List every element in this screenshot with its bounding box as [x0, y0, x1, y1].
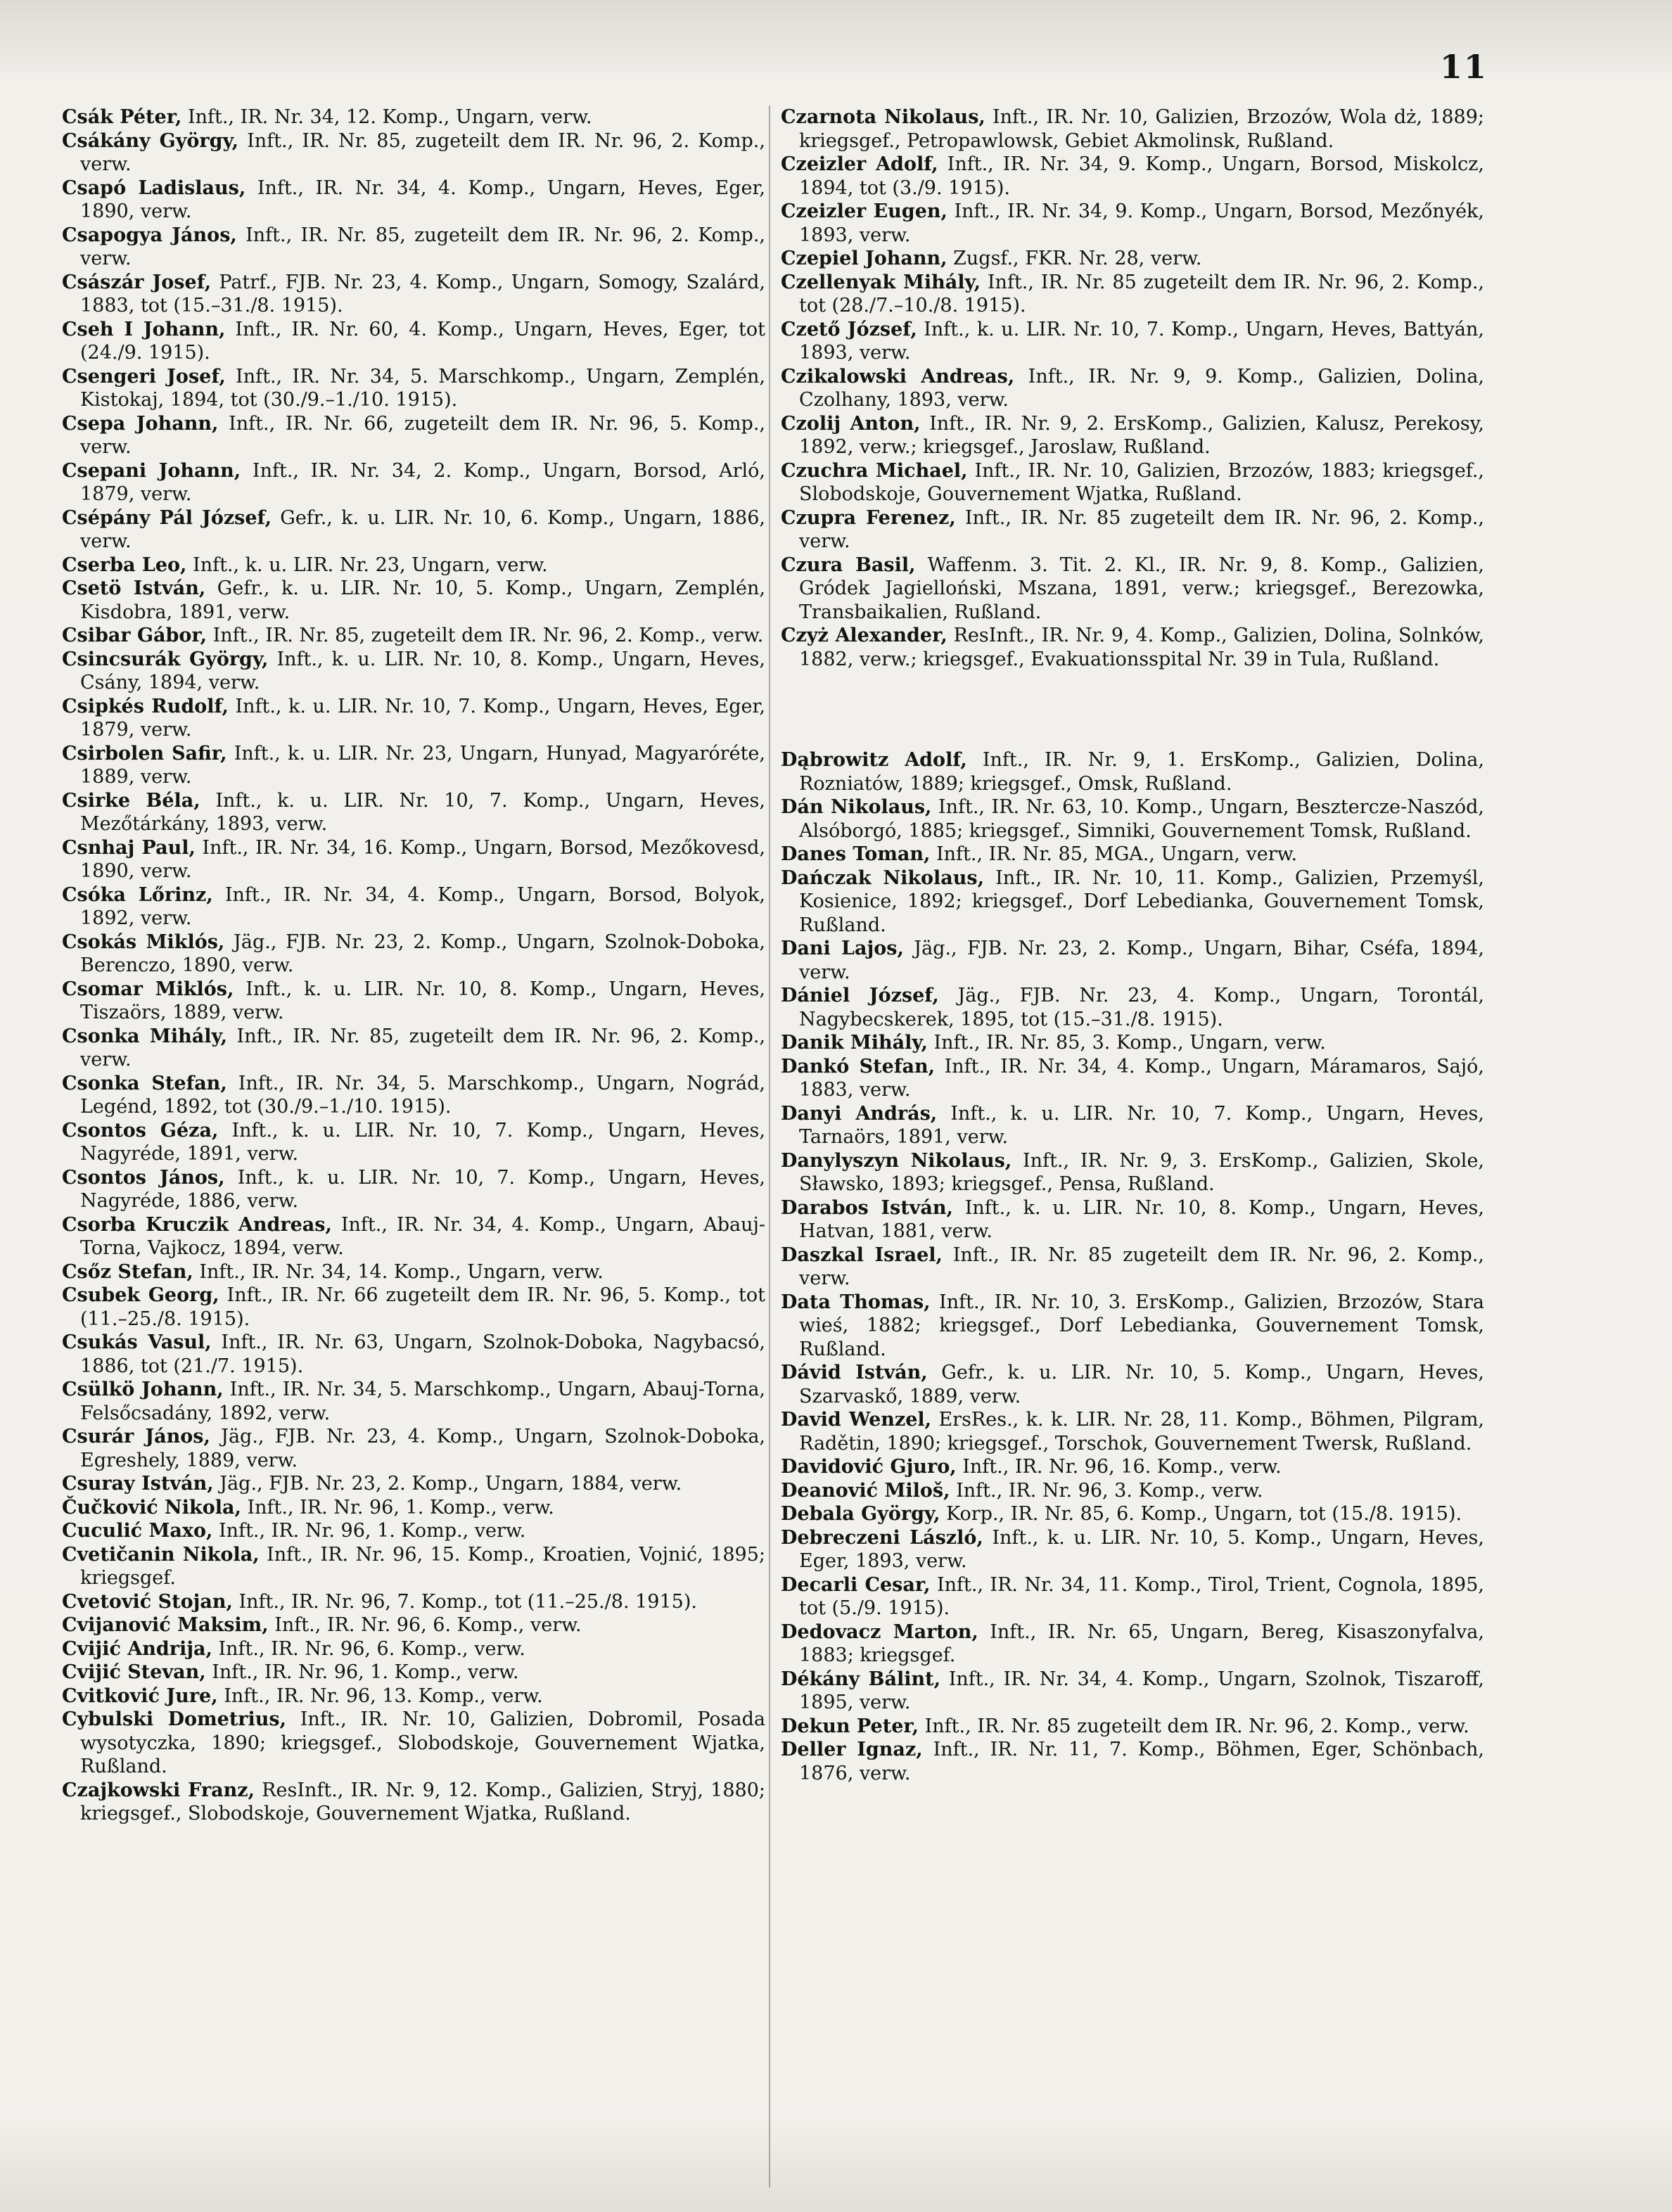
entry-details: Inft., IR. Nr. 63, Ungarn, Szolnok-Doboka, Nagybacsó, 1886, tot (21./7. 1915). [80, 1331, 765, 1377]
entry-name: Csonka Stefan, [62, 1072, 227, 1094]
list-item [781, 1196, 1484, 1244]
list-item [781, 867, 1484, 938]
list-item [781, 1244, 1484, 1291]
entry-name: Csubek Georg, [62, 1284, 219, 1306]
entry-details: Inft., k. u. LIR. Nr. 10, 7. Komp., Ungarn, Heves, Nagyréde, 1886, verw. [80, 1166, 766, 1212]
entry-details: Inft., IR. Nr. 9, 2. ErsKomp., Galizien, Kalusz, Perekosy, 1892, verw.; kriegsgef., Jaroslaw, Rußland. [799, 412, 1484, 458]
entry-name: Danylyszyn Nikolaus, [781, 1149, 1012, 1172]
column-divider [769, 106, 770, 2187]
entry-details: Inft., IR. Nr. 96, 1. Komp., verw. [212, 1520, 526, 1542]
entry-details: Inft., IR. Nr. 34, 4. Komp., Ungarn, Borsod, Bolyok, 1892, verw. [80, 883, 765, 929]
entry-details: Inft., k. u. LIR. Nr. 23, Ungarn, Hunyad, Magyaróréte, 1889, verw. [80, 742, 765, 788]
entry-details: Zugsf., FKR. Nr. 28, verw. [947, 248, 1202, 269]
entry-details: Inft., IR. Nr. 96, 6. Komp., verw. [268, 1614, 582, 1636]
list-item [62, 1213, 765, 1260]
entry-details: Inft., IR. Nr. 10, Galizien, Brzozów, 1883; kriegsgef., Slobodskoje, Gouvernement Wjatka, Rußland. [799, 459, 1485, 505]
entry-name: Czolij Anton, [781, 412, 921, 435]
entry-details: Inft., IR. Nr. 96, 1. Komp., verw. [241, 1496, 554, 1519]
entry-details: Inft., k. u. LIR. Nr. 10, 7. Komp., Ungarn, Heves, Tarnaörs, 1891, verw. [799, 1102, 1484, 1148]
entry-name: Csnhaj Paul, [62, 836, 196, 859]
entry-details: Inft., IR. Nr. 34, 2. Komp., Ungarn, Borsod, Arló, 1879, verw. [80, 459, 765, 505]
entry-name: Cserba Leo, [62, 554, 187, 576]
list-item [62, 1331, 765, 1378]
list-item [62, 648, 765, 695]
list-item [62, 1119, 765, 1166]
list-item [781, 1055, 1484, 1102]
entry-details: Jäg., FJB. Nr. 23, 2. Komp., Ungarn, 1884, verw. [213, 1473, 682, 1495]
list-item [781, 200, 1484, 247]
list-item [62, 1472, 765, 1496]
entry-details: Inft., IR. Nr. 34, 9. Komp., Ungarn, Borsod, Miskolcz, 1894, tot (3./9. 1915). [799, 153, 1485, 199]
entry-details: Inft., k. u. LIR. Nr. 10, 7. Komp., Ungarn, Heves, Eger, 1879, verw. [80, 695, 765, 741]
entry-details: Inft., IR. Nr. 63, 10. Komp., Ungarn, Besztercze-Naszód, Alsóborgó, 1885; kriegsgef., Simniki, Gouvernement Tomsk, Rußland. [799, 796, 1485, 842]
entry-details: Inft., IR. Nr. 10, 3. ErsKomp., Galizien, Brzozów, Stara wieś, 1882; kriegsgef., Dorf Lebedianka, Gouvernement Tomsk, Rußland. [799, 1291, 1484, 1360]
entry-name: Cvijanović Maksim, [62, 1614, 269, 1636]
entry-details: Inft., IR. Nr. 9, 3. ErsKomp., Galizien, Skole, Sławsko, 1893; kriegsgef., Pensa, Rußland. [799, 1149, 1484, 1195]
list-item [781, 1573, 1484, 1620]
list-item [781, 1455, 1484, 1479]
entry-name: Dániel József, [781, 985, 939, 1006]
entry-details: Inft., k. u. LIR. Nr. 10, 8. Komp., Ungarn, Heves, Hatvan, 1881, verw. [799, 1196, 1484, 1242]
list-item [62, 695, 765, 742]
list-item [781, 554, 1484, 625]
entry-details: Inft., IR. Nr. 60, 4. Komp., Ungarn, Heves, Eger, tot (24./9. 1915). [80, 318, 765, 364]
entry-name: Čučković Nikola, [62, 1496, 241, 1519]
entry-details: Gefr., k. u. LIR. Nr. 10, 6. Komp., Ungarn, 1886, verw. [80, 506, 765, 552]
entry-name: Csurár János, [62, 1426, 210, 1447]
list-item [62, 271, 765, 318]
entry-name: Dán Nikolaus, [781, 796, 932, 818]
entry-name: Csorba Kruczik Andreas, [62, 1213, 332, 1236]
list-item [781, 748, 1484, 795]
list-item [62, 1661, 765, 1684]
list-item [62, 318, 765, 365]
entry-name: Csepani Johann, [62, 459, 241, 482]
entry-name: Csokás Miklós, [62, 931, 225, 953]
entry-details: Inft., IR. Nr. 96, 6. Komp., verw. [212, 1637, 525, 1660]
entry-details: Inft., IR. Nr. 34, 4. Komp., Ungarn, Máramaros, Sajó, 1883, verw. [799, 1055, 1484, 1101]
list-item [62, 1284, 765, 1331]
entry-name: Czikalowski Andreas, [781, 365, 1015, 388]
entry-name: Csonka Mihály, [62, 1025, 227, 1047]
list-item [62, 1613, 765, 1637]
entry-name: Dąbrowitz Adolf, [781, 749, 967, 771]
list-item [62, 978, 765, 1025]
list-item [62, 1425, 765, 1472]
entry-details: Inft., IR. Nr. 66, zugeteilt dem IR. Nr. 96, 5. Komp., verw. [80, 412, 765, 458]
entry-name: Darabos István, [781, 1196, 953, 1219]
entry-details: Inft., IR. Nr. 85, zugeteilt dem IR. Nr. 96, 2. Komp., verw. [207, 625, 764, 646]
entry-details: Inft., IR. Nr. 96, 7. Komp., tot (11.–25./8. 1915). [232, 1590, 697, 1613]
list-item [62, 459, 765, 506]
entry-name: Czajkowski Franz, [62, 1779, 255, 1801]
list-item [62, 742, 765, 789]
list-item [62, 506, 765, 554]
entry-details: Patrf., FJB. Nr. 23, 4. Komp., Ungarn, Somogy, Szalárd, 1883, tot (15.–31./8. 1915). [80, 271, 765, 317]
entry-details: Inft., IR. Nr. 85, MGA., Ungarn, verw. [930, 843, 1298, 865]
entry-name: Csák Péter, [62, 106, 182, 128]
entry-name: Cvijić Andrija, [62, 1637, 212, 1660]
list-item [62, 1496, 765, 1520]
entry-details: Inft., k. u. LIR. Nr. 10, 7. Komp., Ungarn, Heves, Battyán, 1893, verw. [799, 318, 1484, 364]
entry-details: Inft., IR. Nr. 11, 7. Komp., Böhmen, Eger, Schönbach, 1876, verw. [799, 1739, 1484, 1784]
entry-name: Cvijić Stevan, [62, 1661, 206, 1683]
entry-details: Inft., k. u. LIR. Nr. 10, 7. Komp., Ungarn, Heves, Mezőtárkány, 1893, verw. [80, 789, 765, 835]
entry-details: Korp., IR. Nr. 85, 6. Komp., Ungarn, tot (15./8. 1915). [940, 1503, 1462, 1525]
entry-details: Inft., IR. Nr. 9, 1. ErsKomp., Galizien, Dolina, Rozniatów, 1889; kriegsgef., Omsk, Rußland. [799, 749, 1484, 795]
list-item [781, 153, 1484, 200]
list-item [781, 506, 1484, 554]
entry-details: Inft., IR. Nr. 10, 11. Komp., Galizien, Przemyśl, Kosienice, 1892; kriegsgef., Dorf Lebedianka, Gouvernement Tomsk, Rußland. [799, 867, 1484, 936]
list-item [781, 106, 1484, 153]
entry-name: Deller Ignaz, [781, 1739, 923, 1760]
list-item [781, 459, 1484, 506]
entry-name: Csirke Béla, [62, 789, 200, 812]
entry-details: Inft., IR. Nr. 85, zugeteilt dem IR. Nr. 96, 2. Komp., verw. [80, 224, 765, 269]
entry-details: Inft., IR. Nr. 85 zugeteilt dem IR. Nr. 96, 2. Komp., verw. [919, 1715, 1469, 1737]
entry-details: Inft., IR. Nr. 34, 9. Komp., Ungarn, Borsod, Mezőnyék, 1893, verw. [799, 200, 1484, 246]
list-item [781, 1715, 1484, 1739]
entry-name: Csülkö Johann, [62, 1379, 224, 1400]
entry-details: Inft., k. u. LIR. Nr. 10, 8. Komp., Ungarn, Heves, Tiszaörs, 1889, verw. [80, 978, 765, 1023]
list-item [781, 1668, 1484, 1715]
entry-name: Davidović Gjuro, [781, 1456, 957, 1478]
entry-details: Inft., IR. Nr. 96, 15. Komp., Kroatien, Vojnić, 1895; kriegsgef. [80, 1543, 765, 1589]
list-item [62, 789, 765, 836]
entry-name: Czura Basil, [781, 554, 916, 576]
list-item [62, 1378, 765, 1425]
list-item [62, 931, 765, 978]
entry-details: Inft., IR. Nr. 65, Ungarn, Bereg, Kisaszonyfalva, 1883; kriegsgef. [799, 1620, 1484, 1666]
entry-name: Császár Josef, [62, 271, 212, 293]
entry-details: Inft., IR. Nr. 10, Galizien, Dobromil, Posada wysotyczka, 1890; kriegsgef., Slobodskoje, Gouvernement Wjatka, Rußland. [80, 1708, 765, 1777]
entry-details: Inft., IR. Nr. 34, 12. Komp., Ungarn, verw. [181, 106, 592, 128]
entry-details: Inft., IR. Nr. 96, 3. Komp., verw. [950, 1479, 1263, 1502]
entry-name: Dedovacz Marton, [781, 1620, 978, 1643]
list-item [781, 1408, 1484, 1455]
entry-name: Csontos Géza, [62, 1119, 219, 1142]
list-item [62, 883, 765, 931]
entry-name: Decarli Cesar, [781, 1573, 931, 1596]
list-item [62, 1072, 765, 1119]
entry-details: Inft., k. u. LIR. Nr. 10, 8. Komp., Ungarn, Heves, Csány, 1894, verw. [80, 648, 765, 693]
entry-details: Inft., IR. Nr. 34, 5. Marschkomp., Ungarn, Abauj-Torna, Felsőcsadány, 1892, verw. [80, 1379, 766, 1424]
list-item [62, 1025, 765, 1072]
entry-details: Jäg., FJB. Nr. 23, 2. Komp., Ungarn, Szolnok-Doboka, Berenczo, 1890, verw. [80, 931, 765, 976]
entry-details: Inft., IR. Nr. 96, 13. Komp., verw. [217, 1684, 543, 1707]
entry-name: Danyi András, [781, 1102, 938, 1125]
entry-name: Deanović Miloš, [781, 1479, 950, 1502]
entry-name: Czeizler Adolf, [781, 153, 938, 175]
entry-name: Csontos János, [62, 1166, 225, 1189]
entry-name: Danes Toman, [781, 843, 931, 865]
entry-name: Csapó Ladislaus, [62, 177, 246, 199]
list-item [62, 1684, 765, 1708]
list-item [62, 412, 765, 459]
list-item [781, 1526, 1484, 1573]
list-item [781, 1738, 1484, 1785]
entry-name: Csuray István, [62, 1473, 214, 1495]
list-item [781, 1502, 1484, 1526]
entry-name: Csukás Vasul, [62, 1331, 212, 1353]
entry-details: Inft., IR. Nr. 85, 3. Komp., Ungarn, verw. [927, 1032, 1326, 1054]
entry-name: Danik Mihály, [781, 1032, 928, 1054]
entry-name: Csirbolen Safir, [62, 742, 227, 765]
entry-name: Data Thomas, [781, 1291, 931, 1313]
entry-details: Inft., IR. Nr. 85, zugeteilt dem IR. Nr. 96, 2. Komp., verw. [80, 129, 765, 175]
list-item [781, 1102, 1484, 1149]
entry-name: Dekun Peter, [781, 1715, 919, 1737]
entry-name: Czyż Alexander, [781, 625, 947, 646]
entry-name: Czellenyak Mihály, [781, 271, 981, 293]
entry-name: Dańczak Nikolaus, [781, 867, 985, 889]
entry-name: Dávid István, [781, 1362, 928, 1383]
entry-details: Inft., IR. Nr. 34, 14. Komp., Ungarn, verw. [193, 1260, 604, 1283]
entry-name: Dékány Bálint, [781, 1668, 940, 1690]
entry-details: Inft., IR. Nr. 85, zugeteilt dem IR. Nr. 96, 2. Komp., verw. [80, 1025, 765, 1070]
left-column [62, 106, 765, 2184]
list-item [62, 1637, 765, 1661]
list-item [62, 365, 765, 412]
list-item [781, 1361, 1484, 1408]
list-item [781, 937, 1484, 984]
entry-name: David Wenzel, [781, 1409, 932, 1431]
entry-details: Inft., k. u. LIR. Nr. 10, 7. Komp., Ungarn, Heves, Nagyréde, 1891, verw. [80, 1119, 765, 1165]
entry-name: Cvetović Stojan, [62, 1590, 233, 1613]
entry-details: ResInft., IR. Nr. 9, 12. Komp., Galizien, Stryj, 1880; kriegsgef., Slobodskoje, Gouvernement Wjatka, Rußland. [80, 1779, 765, 1824]
entry-details: Inft., IR. Nr. 9, 9. Komp., Galizien, Dolina, Czolhany, 1893, verw. [799, 365, 1484, 411]
entry-details: Inft., IR. Nr. 34, 4. Komp., Ungarn, Heves, Eger, 1890, verw. [80, 177, 765, 222]
entry-details: Jäg., FJB. Nr. 23, 4. Komp., Ungarn, Torontál, Nagybecskerek, 1895, tot (15.–31./8. 1915). [799, 985, 1484, 1030]
list-item [781, 843, 1484, 867]
list-item [62, 1260, 765, 1284]
entry-name: Csomar Miklós, [62, 978, 234, 1000]
list-item [62, 836, 765, 883]
entry-details: ErsRes., k. k. LIR. Nr. 28, 11. Komp., Böhmen, Pilgram, Radětin, 1890; kriegsgef., Torschok, Gouvernement Twersk, Rußland. [799, 1409, 1485, 1455]
list-item [62, 577, 765, 624]
entry-name: Csipkés Rudolf, [62, 695, 229, 717]
entry-name: Csőz Stefan, [62, 1260, 193, 1283]
entry-details: Gefr., k. u. LIR. Nr. 10, 5. Komp., Ungarn, Heves, Szarvaskő, 1889, verw. [799, 1362, 1484, 1407]
list-item [62, 1590, 765, 1614]
list-item [781, 247, 1484, 271]
entry-details: Gefr., k. u. LIR. Nr. 10, 5. Komp., Ungarn, Zemplén, Kisdobra, 1891, verw. [80, 577, 765, 623]
list-item [781, 1149, 1484, 1196]
list-item [781, 1291, 1484, 1362]
entry-name: Csincsurák György, [62, 648, 269, 670]
entry-name: Csépány Pál József, [62, 506, 272, 529]
entry-name: Czető József, [781, 318, 917, 340]
entry-name: Dankó Stefan, [781, 1055, 935, 1078]
section-gap [781, 671, 1484, 748]
entry-name: Csibar Gábor, [62, 625, 208, 646]
list-item [781, 624, 1484, 671]
list-item [62, 177, 765, 224]
entry-details: Inft., IR. Nr. 10, Galizien, Brzozów, Wola dż, 1889; kriegsgef., Petropawlowsk, Gebiet Akmolinsk, Rußland. [799, 106, 1484, 152]
entry-name: Csapogya János, [62, 224, 237, 246]
entry-name: Debreczeni László, [781, 1526, 983, 1549]
entry-name: Debala György, [781, 1503, 940, 1525]
entry-name: Csóka Lőrinz, [62, 883, 213, 906]
right-column-bottom [781, 748, 1484, 1785]
entry-name: Czuchra Michael, [781, 459, 968, 482]
entry-details: Inft., IR. Nr. 34, 16. Komp., Ungarn, Borsod, Mezőkovesd, 1890, verw. [80, 836, 765, 882]
list-item [62, 1779, 765, 1826]
entry-details: Waffenm. 3. Tit. 2. Kl., IR. Nr. 9, 8. Komp., Galizien, Gródek Jagielloński, Mszana, 1891, verw.; kriegsgef., Berezowka, Transbaikalien, Rußland. [799, 554, 1484, 623]
entry-name: Cuculić Maxo, [62, 1520, 213, 1542]
list-item [62, 106, 765, 129]
list-item [781, 365, 1484, 412]
entry-details: Inft., IR. Nr. 96, 1. Komp., verw. [205, 1661, 519, 1683]
list-item [62, 1519, 765, 1543]
entry-name: Cseh I Johann, [62, 318, 226, 340]
entry-name: Dani Lajos, [781, 938, 904, 959]
entry-details: Inft., IR. Nr. 34, 11. Komp., Tirol, Trient, Cognola, 1895, tot (5./9. 1915). [799, 1573, 1484, 1619]
list-item [62, 1708, 765, 1779]
entry-name: Daszkal Israel, [781, 1244, 943, 1266]
entry-name: Czeizler Eugen, [781, 200, 947, 222]
list-item [62, 129, 765, 177]
entry-details: Jäg., FJB. Nr. 23, 2. Komp., Ungarn, Bihar, Cséfa, 1894, verw. [799, 938, 1484, 983]
list-item [781, 271, 1484, 318]
entry-details: Inft., IR. Nr. 34, 4. Komp., Ungarn, Szolnok, Tiszaroff, 1895, verw. [799, 1668, 1484, 1713]
entry-name: Csepa Johann, [62, 412, 219, 435]
entry-details: Inft., IR. Nr. 34, 5. Marschkomp., Ungarn, Nográd, Legénd, 1892, tot (30./9.–1./10. 1915). [80, 1072, 765, 1118]
list-item [781, 795, 1484, 843]
right-column-top [781, 106, 1484, 671]
list-item [62, 1543, 765, 1590]
entry-details: Inft., IR. Nr. 34, 5. Marschkomp., Ungarn, Zemplén, Kistokaj, 1894, tot (30./9.–1./10. 1915). [80, 365, 765, 411]
entry-name: Cybulski Dometrius, [62, 1708, 286, 1730]
entry-details: Inft., IR. Nr. 96, 16. Komp., verw. [956, 1456, 1282, 1478]
entry-name: Czepiel Johann, [781, 248, 947, 269]
list-item [62, 224, 765, 271]
list-item [62, 554, 765, 577]
entry-name: Csengeri Josef, [62, 365, 226, 388]
list-item [781, 412, 1484, 459]
entry-details: Jäg., FJB. Nr. 23, 4. Komp., Ungarn, Szolnok-Doboka, Egreshely, 1889, verw. [80, 1426, 765, 1471]
entry-details: Inft., IR. Nr. 66 zugeteilt dem IR. Nr. 96, 5. Komp., tot (11.–25./8. 1915). [80, 1284, 765, 1330]
entry-details: Inft., k. u. LIR. Nr. 23, Ungarn, verw. [186, 554, 548, 576]
entry-details: Inft., IR. Nr. 85 zugeteilt dem IR. Nr. 96, 2. Komp., tot (28./7.–10./8. 1915). [799, 271, 1484, 317]
list-item [781, 1620, 1484, 1668]
entry-details: Inft., k. u. LIR. Nr. 10, 5. Komp., Ungarn, Heves, Eger, 1893, verw. [799, 1526, 1484, 1572]
entry-name: Czupra Ferenez, [781, 506, 956, 529]
entry-details: Inft., IR. Nr. 85 zugeteilt dem IR. Nr. 96, 2. Komp., verw. [799, 1244, 1485, 1289]
entry-name: Csetö István, [62, 577, 206, 599]
right-column [781, 106, 1484, 2184]
entry-name: Czarnota Nikolaus, [781, 106, 985, 128]
entry-name: Cvetičanin Nikola, [62, 1543, 260, 1566]
list-item [62, 624, 765, 648]
list-item [781, 1031, 1484, 1055]
list-item [781, 1479, 1484, 1503]
entry-details: ResInft., IR. Nr. 9, 4. Komp., Galizien, Dolina, Solnków, 1882, verw.; kriegsgef., Evakuationsspital Nr. 39 in Tula, Rußland. [799, 625, 1484, 670]
entry-details: Inft., IR. Nr. 34, 4. Komp., Ungarn, Abauj-Torna, Vajkocz, 1894, verw. [80, 1213, 765, 1259]
page-number: 11 [1439, 48, 1488, 86]
entry-details: Inft., IR. Nr. 85 zugeteilt dem IR. Nr. 96, 2. Komp., verw. [799, 506, 1485, 552]
entry-name: Cvitković Jure, [62, 1684, 218, 1707]
list-item [62, 1166, 765, 1213]
entry-name: Csákány György, [62, 129, 239, 152]
list-item [781, 984, 1484, 1031]
list-item [781, 318, 1484, 365]
